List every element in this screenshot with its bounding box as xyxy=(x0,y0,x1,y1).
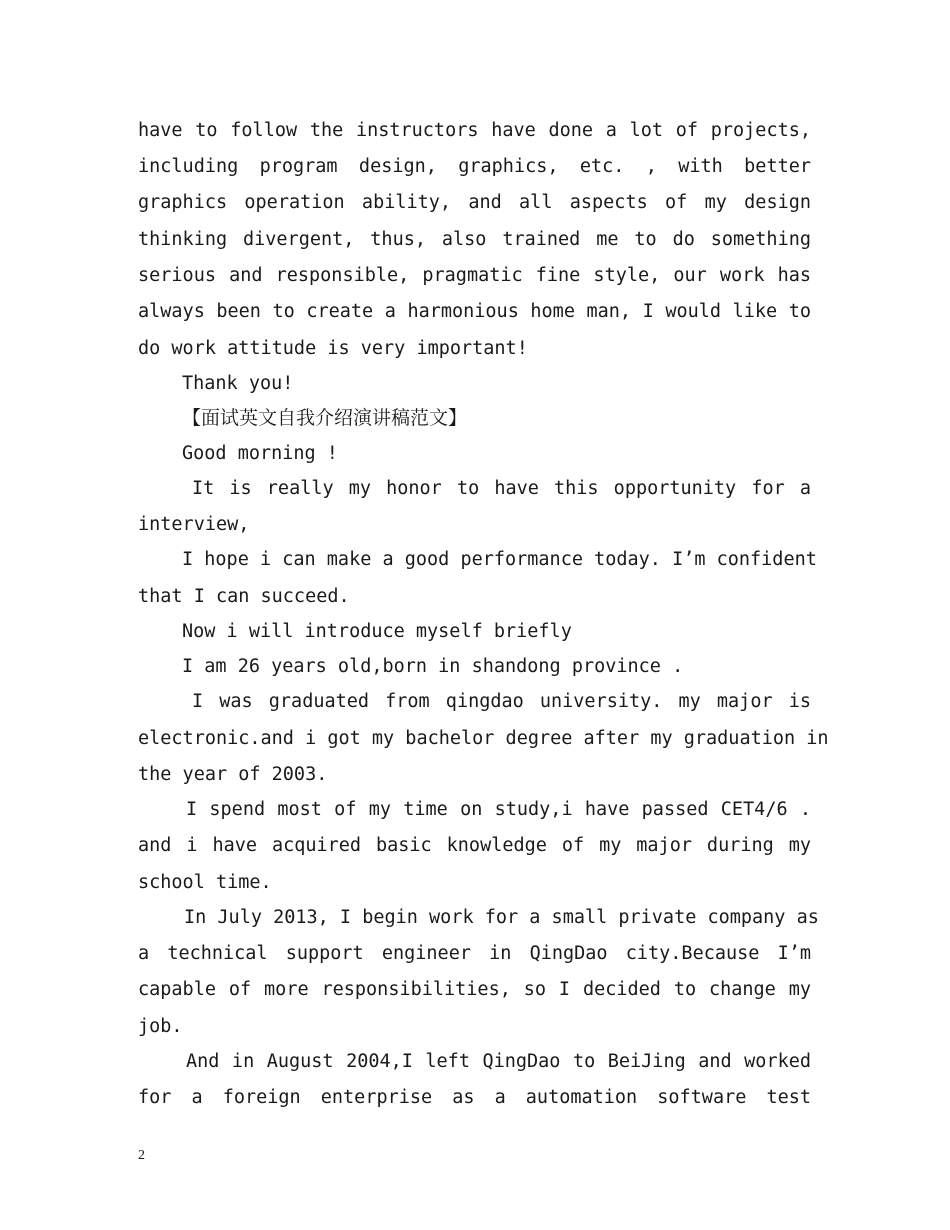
text-line: Now i will introduce myself briefly xyxy=(182,621,572,642)
page-number: 2 xyxy=(138,1148,145,1163)
text-line: job. xyxy=(138,1016,183,1037)
text-line: interview, xyxy=(138,514,250,535)
text-line: capable of more responsibilities, so I decided to change my xyxy=(138,979,811,1000)
text-line: serious and responsible, pragmatic fine style, our work has xyxy=(138,265,811,286)
text-line: electronic.and i got my bachelor degree after my graduation in xyxy=(138,728,829,749)
text-line: the year of 2003. xyxy=(138,764,328,785)
text-line: always been to create a harmonious home man, I would like to xyxy=(138,301,811,322)
text-line: do work attitude is very important! xyxy=(138,338,528,359)
text-line: I spend most of my time on study,i have passed CET4/6 . xyxy=(186,799,811,820)
text-line: including program design, graphics, etc. , with better xyxy=(138,156,811,177)
text-line: I am 26 years old,born in shandong province . xyxy=(182,656,684,677)
text-line: It is really my honor to have this opportunity for a xyxy=(192,478,811,499)
text-line: that I can succeed. xyxy=(138,586,350,607)
text-line: Thank you! xyxy=(182,373,294,394)
text-line: a technical support engineer in QingDao city.Because I’m xyxy=(138,943,811,964)
text-line: have to follow the instructors have done a lot of projects, xyxy=(138,120,811,141)
text-line: for a foreign enterprise as a automation software test xyxy=(138,1087,811,1108)
text-line: And in August 2004,I left QingDao to BeiJing and worked xyxy=(186,1051,811,1072)
text-line: graphics operation ability, and all aspects of my design xyxy=(138,192,811,213)
section-heading: 【面试英文自我介绍演讲稿范文】 xyxy=(182,407,468,429)
text-line: I was graduated from qingdao university. my major is xyxy=(192,691,811,712)
text-line: and i have acquired basic knowledge of my major during my xyxy=(138,835,811,856)
text-line: school time. xyxy=(138,872,272,893)
text-line: In July 2013, I begin work for a small private company as xyxy=(184,907,819,928)
text-line: Good morning ! xyxy=(182,443,338,464)
text-line: thinking divergent, thus, also trained me to do something xyxy=(138,229,811,250)
text-line: I hope i can make a good performance today. I’m confident xyxy=(182,549,817,570)
